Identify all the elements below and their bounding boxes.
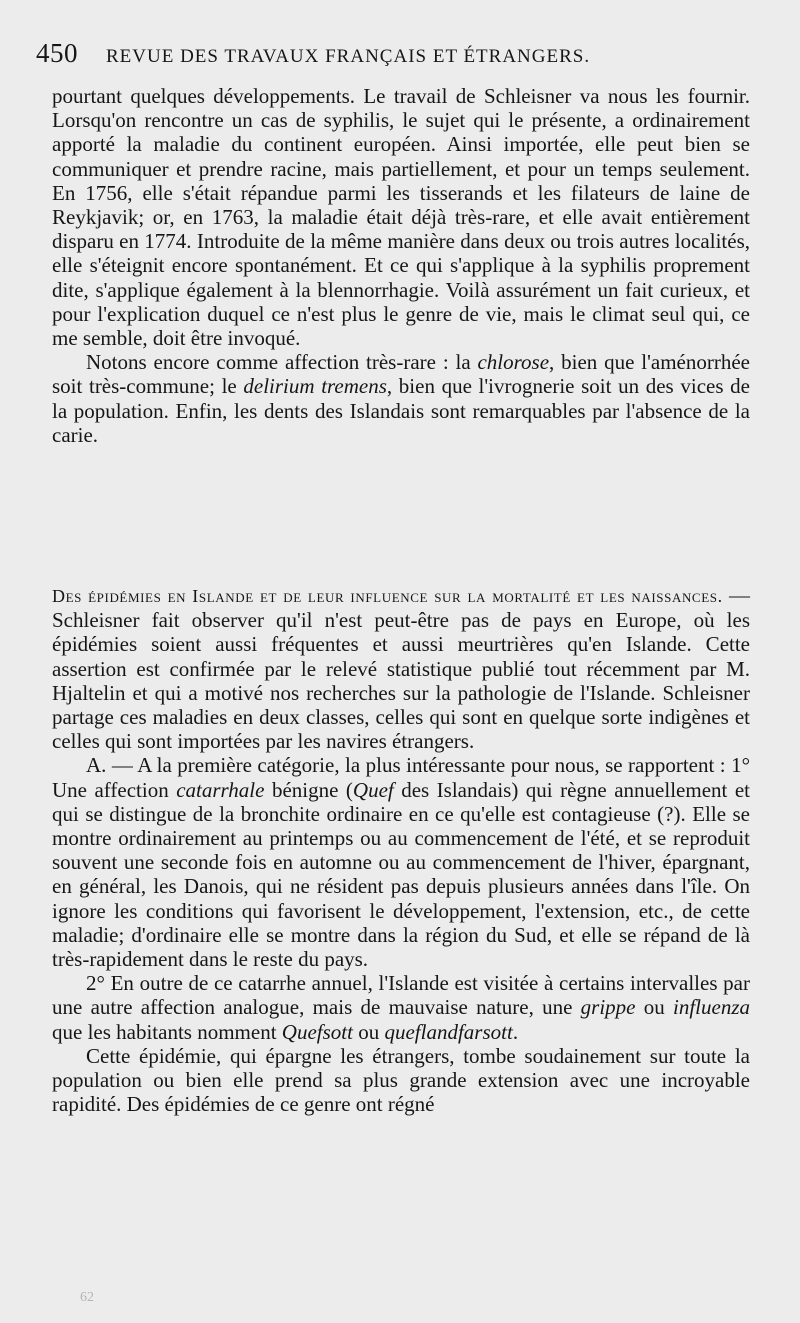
- italic-term: Quef: [352, 777, 394, 802]
- text-run: bénigne (: [264, 777, 353, 802]
- text-run: , bien que l'ivrognerie soit un des vices de la population. Enfin, les dents des Islandais sont remarquables par l'absence de la carie.: [52, 374, 750, 447]
- paragraph: [52, 350, 750, 447]
- section-syphilis: [52, 84, 750, 447]
- italic-term: chlorose: [477, 350, 550, 375]
- text-run: .: [512, 1019, 519, 1044]
- italic-term: influenza: [673, 995, 751, 1020]
- italic-term: delirium tremens: [243, 374, 387, 399]
- italic-term: grippe: [580, 995, 636, 1020]
- text-run: A. — A la première catégorie, la plus intéressante pour nous, se rapportent : 1° Une affection: [52, 753, 750, 802]
- text-run: des Islandais) qui règne annuellement et qui se distingue de la bronchite ordinaire en ce qu'elle est contagieuse (?). Elle se montre ordinairement au printemps ou au commencement de l'été, et se reproduit souvent une seconde fois en automne ou au commencement de l'hiver, épargnant, en général, les Danois, qui ne résident pas depuis plusieurs années dans l'île. On ignore les conditions qui favorisent le développement, l'extension, etc., de cette maladie; d'ordinaire elle se montre dans la région du Sud, et elle se répand de là très-rapidement dans le reste du pays.: [52, 777, 750, 972]
- page-header: [36, 38, 590, 69]
- text-run: 2° En outre de ce catarrhe annuel, l'Islande est visitée à certains intervalles par une autre affection analogue, mais de mauvaise nature, une: [52, 971, 750, 1020]
- page-number: 450: [36, 38, 78, 68]
- text-run: Notons encore comme affection très-rare : la: [86, 350, 478, 375]
- text-run: ou: [635, 995, 674, 1020]
- paragraph: [52, 971, 750, 1044]
- text-run: , bien que l'aménorrhée soit très-commune; le: [52, 350, 750, 399]
- italic-term: Quefsott: [281, 1019, 353, 1044]
- footer-mark: 62: [80, 1290, 94, 1305]
- paragraph: [52, 753, 750, 971]
- italic-term: queflandfarsott: [384, 1019, 513, 1044]
- paragraph: Cette épidémie, qui épargne les étrangers, tombe soudainement sur toute la population ou bien elle prend sa plus grande extension avec une incroyable rapidité. Des épidémies de ce genre ont régné: [52, 1043, 750, 1117]
- paragraph: [52, 583, 750, 753]
- section-epidemies: [52, 583, 750, 1116]
- text-run: — Schleisner fait observer qu'il n'est peut-être pas de pays en Europe, où les épidémies soient aussi fréquentes et aussi meurtrières qu'en Islande. Cette assertion est confirmée par le relevé statistique publié tout récemment par M. Hjaltelin et qui a motivé nos recherches sur la pathologie de l'Islande. Schleisner partage ces maladies en deux classes, celles qui sont en quelque sorte indigènes et celles qui sont importées par les navires étrangers.: [52, 583, 750, 754]
- section-heading: Des épidémies en Islande et de leur influence sur la mortalité et les naissances.: [52, 586, 723, 606]
- paragraph: pourtant quelques développements. Le travail de Schleisner va nous les fournir. Lorsqu'on rencontre un cas de syphilis, le sujet qui le présente, a ordinairement apporté la maladie du continent européen. Ainsi importée, elle peut bien se communiquer et prendre racine, mais partiellement, et pour un temps seulement. En 1756, elle s'était répandue parmi les tisserands et les filateurs de laine de Reykjavik; or, en 1763, la maladie était déjà très-rare, et elle avait entièrement disparu en 1774. Introduite de la même manière dans deux ou trois autres localités, elle s'éteignit encore spontanément. Et ce qui s'applique à la syphilis proprement dite, s'applique également à la blennorrhagie. Voilà assurément un fait curieux, et pour l'explication duquel ce n'est plus le genre de vie, mais le climat seul qui, ce me semble, doit être invoqué.: [52, 84, 750, 351]
- text-run: ou: [352, 1019, 385, 1044]
- italic-term: catarrhale: [176, 777, 265, 802]
- running-title: REVUE DES TRAVAUX FRANÇAIS ET ÉTRANGERS.: [106, 46, 591, 67]
- text-run: que les habitants nomment: [52, 1019, 282, 1044]
